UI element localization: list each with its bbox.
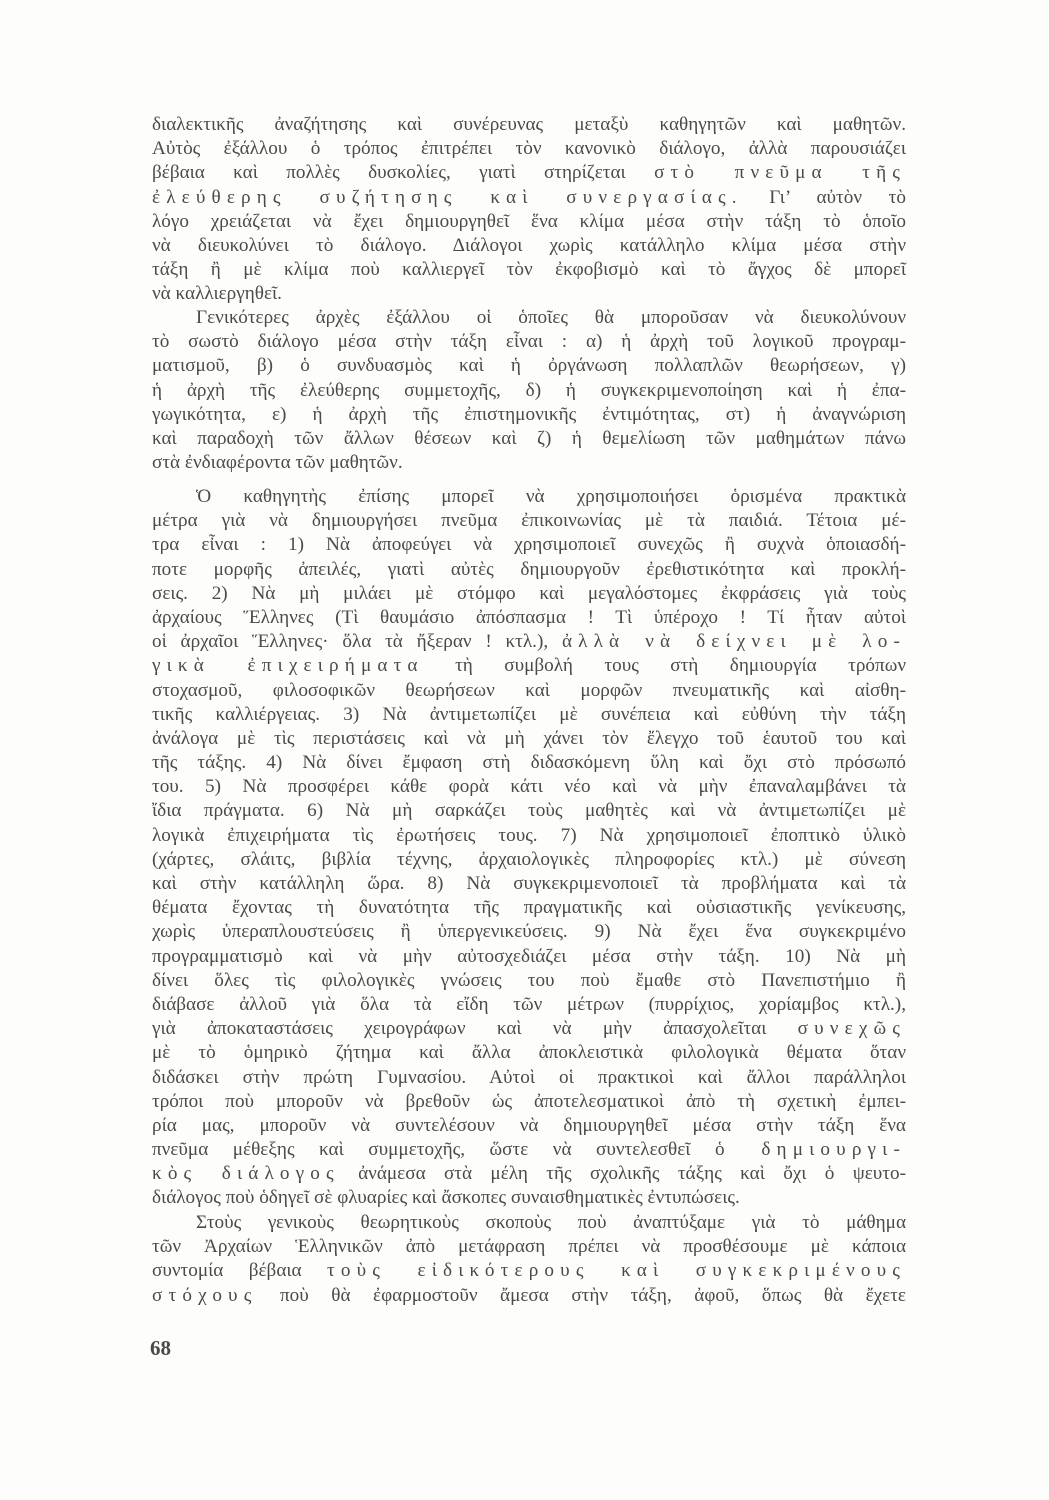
text-segment: Αὐτὸς ἐξάλλου ὁ τρόπος ἐπιτρέπει τὸν κανονικὸ διάλογο, ἀλλὰ παρουσιάζει	[152, 138, 906, 160]
text-segment: βέβαια καὶ πολλὲς δυσκολίες, γιατὶ στηρίζεται	[152, 162, 655, 184]
text-line	[152, 186, 906, 210]
text-line	[152, 630, 906, 654]
text-segment: τικῆς καλλιέργειας. 3) Νὰ ἀντιμετωπίζει μὲ συνέπεια καὶ εὐθύνη τὴν τάξη	[152, 703, 906, 725]
emphasized-text: ἐλεύθερης συζήτησης καὶ συνεργασίας.	[152, 186, 743, 208]
text-line	[152, 1017, 906, 1041]
text-segment: Ὁ καθηγητὴς ἐπίσης μπορεῖ νὰ χρησιμοποιήσει ὁρισμένα πρακτικὰ	[196, 486, 906, 507]
text-line	[152, 354, 906, 378]
text-line	[152, 799, 906, 823]
text-segment: μέτρα γιὰ νὰ δημιουργήσει πνεῦμα ἐπικοινωνίας μὲ τὰ παιδιά. Τέτοια μέ-	[152, 510, 906, 532]
text-segment: ματισμοῦ, β) ὁ συνδυασμὸς καὶ ἡ ὀργάνωση πολλαπλῶν θεωρήσεων, γ)	[152, 355, 906, 377]
text-segment: τὸ σωστὸ διάλογο μέσα στὴν τάξη εἶναι : α) ἡ ἀρχὴ τοῦ λογικοῦ προγραμ-	[152, 331, 906, 353]
text-line	[152, 427, 906, 451]
text-line	[152, 533, 906, 557]
text-line	[152, 872, 906, 896]
text-segment: ἡ ἀρχὴ τῆς ἐλεύθερης συμμετοχῆς, δ) ἡ συγκεκριμενοποίηση καὶ ἡ ἐπα-	[152, 379, 906, 401]
text-segment: οἱ ἀρχαῖοι Ἕλληνες· ὅλα τὰ ἤξεραν ! κτλ.),	[152, 631, 562, 653]
text-segment: τρόποι ποὺ μποροῦν νὰ βρεθοῦν ὡς ἀποτελεσματικοὶ ἀπὸ τὴ σχετικὴ ἐμπει-	[152, 1090, 906, 1112]
text-segment: καὶ παραδοχὴ τῶν ἄλλων θέσεων καὶ ζ) ἡ θεμελίωση τῶν μαθημάτων πάνω	[152, 427, 906, 449]
text-line	[152, 727, 906, 751]
emphasized-text: ὁ δημιουργι-	[714, 1139, 906, 1161]
text-line	[152, 258, 906, 282]
text-line	[152, 703, 906, 727]
text-segment: χωρὶς ὑπεραπλουστεύσεις ἢ ὑπεργενικεύσεις. 9) Νὰ ἔχει ἕνα συγκεκριμένο	[152, 921, 906, 943]
text-segment: προγραμματισμὸ καὶ νὰ μὴν αὐτοσχεδιάζει μέσα στὴν τάξη. 10) Νὰ μὴ	[152, 945, 906, 967]
text-segment: τῶν Ἀρχαίων Ἑλληνικῶν ἀπὸ μετάφραση πρέπει νὰ προσθέσουμε μὲ κάποια	[152, 1236, 906, 1258]
text-segment: νὰ καλλιεργηθεῖ.	[152, 283, 282, 305]
text-line	[152, 306, 906, 330]
text-line	[152, 1186, 906, 1210]
text-line	[152, 210, 906, 234]
emphasized-text: συνεχῶς	[797, 1018, 906, 1040]
text-segment: μὲ τὸ ὁμηρικὸ ζήτημα καὶ ἄλλα ἀποκλειστικὰ φιλολογικὰ θέματα ὅταν	[152, 1042, 906, 1064]
text-line	[152, 1114, 906, 1138]
text-segment: τῆς τάξης. 4) Νὰ δίνει ἔμφαση στὴ διδασκόμενη ὕλη καὶ ὄχι στὸ πρόσωπό	[152, 752, 906, 774]
text-line	[152, 451, 906, 475]
text-segment: ποτε μορφῆς ἀπειλές, γιατὶ αὐτὲς δημιουργοῦν ἐρεθιστικότητα καὶ προκλή-	[152, 558, 906, 580]
paragraph-1	[152, 113, 906, 307]
text-line	[152, 751, 906, 775]
text-line	[152, 1041, 906, 1065]
text-segment: διάβασε ἀλλοῦ γιὰ ὅλα τὰ εἴδη τῶν μέτρων (πυρρίχιος, χορίαμβος κτλ.),	[152, 993, 906, 1015]
emphasized-text: γικὰ ἐπιχειρήματα	[152, 655, 424, 677]
text-line	[152, 1138, 906, 1162]
text-segment: πνεῦμα μέθεξης καὶ συμμετοχῆς, ὥστε νὰ συντελεσθεῖ	[152, 1139, 715, 1161]
text-segment: Γενικότερες ἀρχὲς ἐξάλλου οἱ ὁποῖες θὰ μποροῦσαν νὰ διευκολύνουν	[196, 307, 906, 328]
text-segment: Στοὺς γενικοὺς θεωρητικοὺς σκοποὺς ποὺ ἀναπτύξαμε γιὰ τὸ μάθημα	[196, 1212, 906, 1233]
text-line	[152, 403, 906, 427]
text-segment: του. 5) Νὰ προσφέρει κάθε φορὰ κάτι νέο καὶ νὰ μὴν ἐπαναλαμβάνει τὰ	[152, 776, 906, 798]
paragraph-3	[152, 485, 906, 1211]
text-line	[152, 1162, 906, 1186]
emphasized-text: κὸς διάλογος	[152, 1163, 340, 1185]
text-line	[152, 485, 906, 509]
paragraph-4	[152, 1211, 906, 1308]
text-line	[152, 582, 906, 606]
emphasized-text: στόχους	[152, 1284, 258, 1306]
text-line	[152, 330, 906, 354]
text-line	[152, 137, 906, 161]
emphasized-text: ἀλλὰ νὰ δείχνει μὲ λο-	[561, 631, 906, 653]
text-segment: στοχασμοῦ, φιλοσοφικῶν θεωρήσεων καὶ μορφῶν πνευματικῆς καὶ αἰσθη-	[152, 679, 906, 701]
text-line	[152, 824, 906, 848]
text-segment: συντομία βέβαια	[152, 1260, 327, 1282]
text-line	[152, 282, 906, 306]
text-segment: διάλογος ποὺ ὁδηγεῖ σὲ φλυαρίες καὶ ἄσκοπες συναισθηματικὲς ἐντυπώσεις.	[152, 1187, 740, 1209]
text-segment: ἀνάμεσα στὰ μέλη τῆς σχολικῆς τάξης καὶ ὄχι ὁ ψευτο-	[339, 1163, 907, 1185]
text-line	[152, 848, 906, 872]
text-line	[152, 558, 906, 582]
text-segment: στὰ ἐνδιαφέροντα τῶν μαθητῶν.	[152, 452, 403, 474]
text-segment: διαλεκτικῆς ἀναζήτησης καὶ συνέρευνας μεταξὺ καθηγητῶν καὶ μαθητῶν.	[152, 114, 906, 135]
text-segment: τάξη ἢ μὲ κλίμα ποὺ καλλιεργεῖ τὸν ἐκφοβισμὸ καὶ τὸ ἄγχος δὲ μπορεῖ	[152, 259, 906, 281]
text-line	[152, 1066, 906, 1090]
emphasized-text: στὸ πνεῦμα τῆς	[654, 162, 906, 184]
text-line	[152, 969, 906, 993]
text-segment: ποὺ θὰ ἐφαρμοστοῦν ἄμεσα στὴν τάξη, ἀφοῦ, ὅπως θὰ ἔχετε	[257, 1284, 906, 1306]
text-line	[152, 606, 906, 630]
text-segment: τρα εἶναι : 1) Νὰ ἀποφεύγει νὰ χρησιμοποιεῖ συνεχῶς ἢ συχνὰ ὁποιασδή-	[152, 534, 906, 556]
text-line	[152, 113, 906, 137]
text-line	[152, 379, 906, 403]
text-segment: λόγο χρειάζεται νὰ ἔχει δημιουργηθεῖ ἕνα κλίμα μέσα στὴν τάξη τὸ ὁποῖο	[152, 210, 906, 232]
text-line	[152, 1090, 906, 1114]
text-segment: γιὰ ἀποκαταστάσεις χειρογράφων καὶ νὰ μὴν ἀπασχολεῖται	[152, 1018, 798, 1040]
text-line	[152, 1235, 906, 1259]
text-line	[152, 1284, 906, 1308]
text-segment: ἀρχαίους Ἕλληνες (Τὶ θαυμάσιο ἀπόσπασμα ! Τὶ ὑπέροχο ! Τί ἦταν αὐτοὶ	[152, 606, 906, 628]
text-segment: Γι’ αὐτὸν τὸ	[742, 186, 906, 208]
text-line	[152, 920, 906, 944]
text-segment: γωγικότητα, ε) ἡ ἀρχὴ τῆς ἐπιστημονικῆς ἐντιμότητας, στ) ἡ ἀναγνώριση	[152, 403, 906, 425]
text-segment: σεις. 2) Νὰ μὴ μιλάει μὲ στόμφο καὶ μεγαλόστομες ἐκφράσεις γιὰ τοὺς	[152, 582, 906, 604]
text-segment: ἀνάλογα μὲ τὶς περιστάσεις καὶ νὰ μὴ χάνει τὸν ἔλεγχο τοῦ ἑαυτοῦ του καὶ	[152, 727, 906, 749]
text-line	[152, 775, 906, 799]
text-line	[152, 161, 906, 185]
text-line	[152, 679, 906, 703]
text-line	[152, 896, 906, 920]
text-line	[152, 509, 906, 533]
text-segment: τὴ συμβολή τους στὴ δημιουργία τρόπων	[423, 655, 906, 677]
text-line	[152, 1211, 906, 1235]
emphasized-text: τοὺς εἰδικότερους καὶ συγκεκριμένους	[327, 1260, 906, 1282]
paragraph-2	[152, 306, 906, 475]
text-segment: (χάρτες, σλάιτς, βιβλία τέχνης, ἀρχαιολογικὲς πληροφορίες κτλ.) μὲ σύνεση	[152, 848, 906, 870]
text-line	[152, 654, 906, 678]
text-line	[152, 993, 906, 1017]
text-segment: θέματα ἔχοντας τὴ δυνατότητα τῆς πραγματικῆς καὶ οὐσιαστικῆς γενίκευσης,	[152, 897, 906, 919]
text-segment: καὶ στὴν κατάλληλη ὥρα. 8) Νὰ συγκεκριμενοποιεῖ τὰ προβλήματα καὶ τὰ	[152, 873, 906, 894]
text-segment: ἴδια πράγματα. 6) Νὰ μὴ σαρκάζει τοὺς μαθητὲς καὶ νὰ ἀντιμετωπίζει μὲ	[152, 800, 906, 822]
text-line	[152, 234, 906, 258]
text-line	[152, 1259, 906, 1283]
page-number: 68	[150, 1336, 171, 1360]
text-segment: ρία μας, μποροῦν νὰ συντελέσουν νὰ δημιουργηθεῖ μέσα στὴν τάξη ἕνα	[152, 1114, 906, 1136]
text-line	[152, 945, 906, 969]
text-segment: νὰ διευκολύνει τὸ διάλογο. Διάλογοι χωρὶς κατάλληλο κλίμα μέσα στὴν	[152, 234, 906, 256]
text-segment: λογικὰ ἐπιχειρήματα τὶς ἐρωτήσεις τους. 7) Νὰ χρησιμοποιεῖ ἐποπτικὸ ὑλικὸ	[152, 824, 906, 846]
text-segment: δίνει ὅλες τὶς φιλολογικὲς γνώσεις του ποὺ ἔμαθε στὸ Πανεπιστήμιο ἢ	[152, 969, 906, 991]
text-segment: διδάσκει στὴν πρώτη Γυμνασίου. Αὐτοὶ οἱ πρακτικοὶ καὶ ἄλλοι παράλληλοι	[152, 1066, 906, 1088]
